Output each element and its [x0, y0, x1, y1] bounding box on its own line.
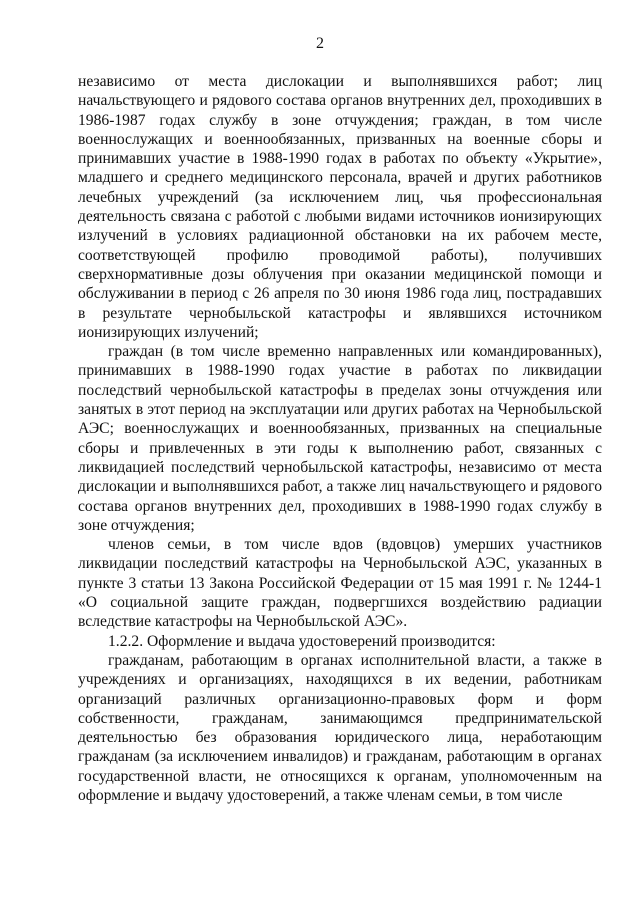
- paragraph-continuation: независимо от места дислокации и выполнявшихся работ; лиц начальствующего и рядового состава органов внутренних дел, проходивших в 1986-1987 годах службу в зоне отчуждения; граждан, в том числе военнослужащих и военнообязанных, призванных на военные сборы и принимавших участие в 1988-1990 годах в работах по объекту «Укрытие», младшего и среднего медицинского персонала, врачей и других работников лечебных учреждений (за исключением лиц, чья профессиональная деятельность связана с работой с любыми видами источников ионизирующих излучений в условиях радиационной обстановки на их рабочем месте, соответствующей профилю проводимой работы), получивших сверхнормативные дозы облучения при оказании медицинской помощи и обслуживании в период с 26 апреля по 30 июня 1986 года лиц, пострадавших в результате чернобыльской катастрофы и являвшихся источником ионизирующих излучений;: [78, 73, 602, 341]
- paragraph-family-members: членов семьи, в том числе вдов (вдовцов) умерших участников ликвидации последствий катастрофы на Чернобыльской АЭС, указанных в пункте 3 статьи 13 Закона Российской Федерации от 15 мая 1991 г. № 1244-1 «О социальной защите граждан, подвергшихся воздействию радиации вследствие катастрофы на Чернобыльской АЭС».: [78, 536, 602, 631]
- page-number: 2: [316, 35, 324, 52]
- paragraph-liquidators-1988-1990: граждан (в том числе временно направленных или командированных), принимавших в 1988-1990 годах участие в работах по ликвидации последствий чернобыльской катастрофы в пределах зоны отчуждения или занятых в этот период на эксплуатации или других работах на Чернобыльской АЭС; военнослужащих и военнообязанных, призванных на специальные сборы и привлеченных в эти годы к выполнению работ, связанных с ликвидацией последствий чернобыльской катастрофы, независимо от места дислокации и выполнявшихся работ, а также лиц начальствующего и рядового состава органов внутренних дел, проходивших в 1988-1990 годах службу в зоне отчуждения;: [78, 343, 602, 534]
- document-body: [78, 72, 602, 805]
- paragraph-citizens-working: гражданам, работающим в органах исполнительной власти, а также в учреждениях и организациях, находящихся в их ведении, работникам организаций различных организационно-правовых форм и форм собственности, гражданам, занимающимся предпринимательской деятельностью без образования юридического лица, неработающим гражданам (за исключением инвалидов) и гражданам, работающим в органах государственной власти, не относящихся к органам, уполномоченным на оформление и выдачу удостоверений, а также членам семьи, в том числе: [78, 651, 602, 804]
- section-heading-1-2-2: 1.2.2. Оформление и выдача удостоверений производится:: [108, 632, 496, 650]
